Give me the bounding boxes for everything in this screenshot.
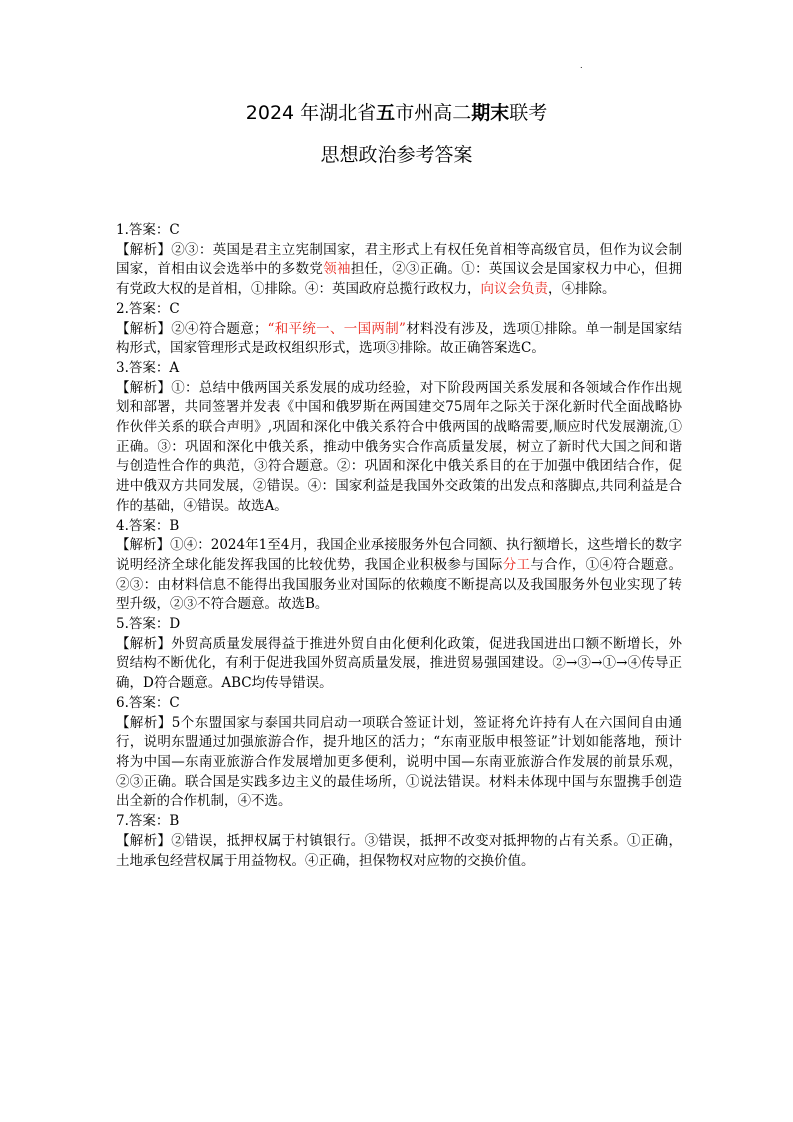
analysis-1: [116, 241, 682, 300]
analysis-1-highlight-a: 领袖: [323, 261, 351, 278]
analysis-6: 【解析】5个东盟国家与泰国共同启动一项联合签证计划，签证将允许持有人在六国间自由通行，说明东盟通过加强旅游合作，提升地区的活力；“东南亚版申根签证”计划如能落地，预计将为中国—东南亚旅游合作发展增加更多便利，说明中国—东南亚旅游合作发展的前景乐观，②③正确。联合国是实践多边主义的最佳场所，①说法错误。材料未体现中国与东盟携手创造出全新的合作机制，④不选。: [116, 714, 682, 810]
analysis-1-text-c: ，④排除。: [548, 281, 616, 298]
analysis-5: 【解析】外贸高质量发展得益于推进外贸自由化便利化政策，促进我国进出口额不断增长，外贸结构不断优化，有利于促进我国外贸高质量发展，推进贸易强国建设。②→③→①→④传导正确，D符合题意。ABC均传导错误。: [116, 635, 682, 692]
analysis-7: 【解析】②错误，抵押权属于村镇银行。③错误，抵押不改变对抵押物的占有关系。①正确，土地承包经营权属于用益物权。④正确，担保物权对应物的交换价值。: [116, 832, 682, 869]
title-part-1: 2024 年湖北省: [245, 102, 377, 124]
corner-mark: .: [580, 61, 583, 70]
answer-line-7: 7.答案：B: [116, 813, 180, 830]
title-part-4: 期末: [471, 102, 510, 124]
answer-line-4: 4.答案：B: [116, 517, 180, 534]
analysis-1-text-b: 担任，②③正确。①：英国议会是国家权力中心，但拥有党政大权的是首相，①排除。④：英国政府总揽行政权力，: [116, 261, 682, 298]
analysis-2: [116, 320, 682, 359]
answer-list: [116, 221, 682, 871]
analysis-2-highlight-a: “和平统一、一国两制”: [267, 320, 406, 337]
title-part-2: 五: [376, 102, 396, 124]
analysis-1-text-a: 【解析】②③：英国是君主立宪制国家，君主形式上有权任免首相等高级官员，但作为议会制国家，首相由议会选举中的多数党: [116, 241, 682, 278]
document-subtitle: 思想政治参考答案: [320, 144, 473, 166]
answer-line-1: 1.答案：C: [116, 222, 180, 238]
analysis-4: [116, 536, 682, 615]
answer-line-6: 6.答案：C: [116, 694, 180, 711]
analysis-2-text-b: 材料没有涉及，选项①排除。单一制是国家结构形式，国家管理形式是政权组织形式，选项③排除。故正确答案选C。: [116, 320, 682, 357]
title-part-3: 市州高二: [395, 102, 472, 124]
document-title: [0, 98, 793, 128]
title-part-5: 联考: [509, 102, 548, 124]
answer-line-3: 3.答案：A: [116, 359, 180, 376]
analysis-4-highlight-a: 分工: [502, 556, 531, 573]
answer-line-2: 2.答案：C: [116, 300, 180, 317]
analysis-3: 【解析】①：总结中俄两国关系发展的成功经验，对下阶段两国关系发展和各领域合作作出规划和部署，共同签署并发表《中国和俄罗斯在两国建交75周年之际关于深化新时代全面战略协作伙伴关系的联合声明》,巩固和深化中俄关系符合中俄两国的战略需要,顺应时代发展潮流,①正确。③：巩固和深化中俄关系，推动中俄务实合作高质量发展，树立了新时代大国之间和谐与创造性合作的典范，③符合题意。②：巩固和深化中俄关系目的在于加强中俄团结合作，促进中俄双方共同发展，②错误。④：国家利益是我国外交政策的出发点和落脚点,共同利益是合作的基础，④错误。故选A。: [116, 379, 682, 514]
analysis-4-text-b: 与合作，①④符合题意。②③：由材料信息不能得出我国服务业对国际的依赖度不断提高以及我国服务外包业实现了转型升级，②③不符合题意。故选B。: [116, 556, 682, 613]
answer-line-5: 5.答案：D: [116, 616, 181, 633]
analysis-1-highlight-b: 向议会负责: [480, 281, 548, 298]
analysis-2-text-a: 【解析】②④符合题意；: [116, 320, 268, 337]
analysis-4-text-a: 【解析】①④：2024年1至4月，我国企业承接服务外包合同额、执行额增长，这些增长的数字说明经济全球化能发挥我国的比较优势，我国企业积极参与国际: [116, 537, 682, 573]
